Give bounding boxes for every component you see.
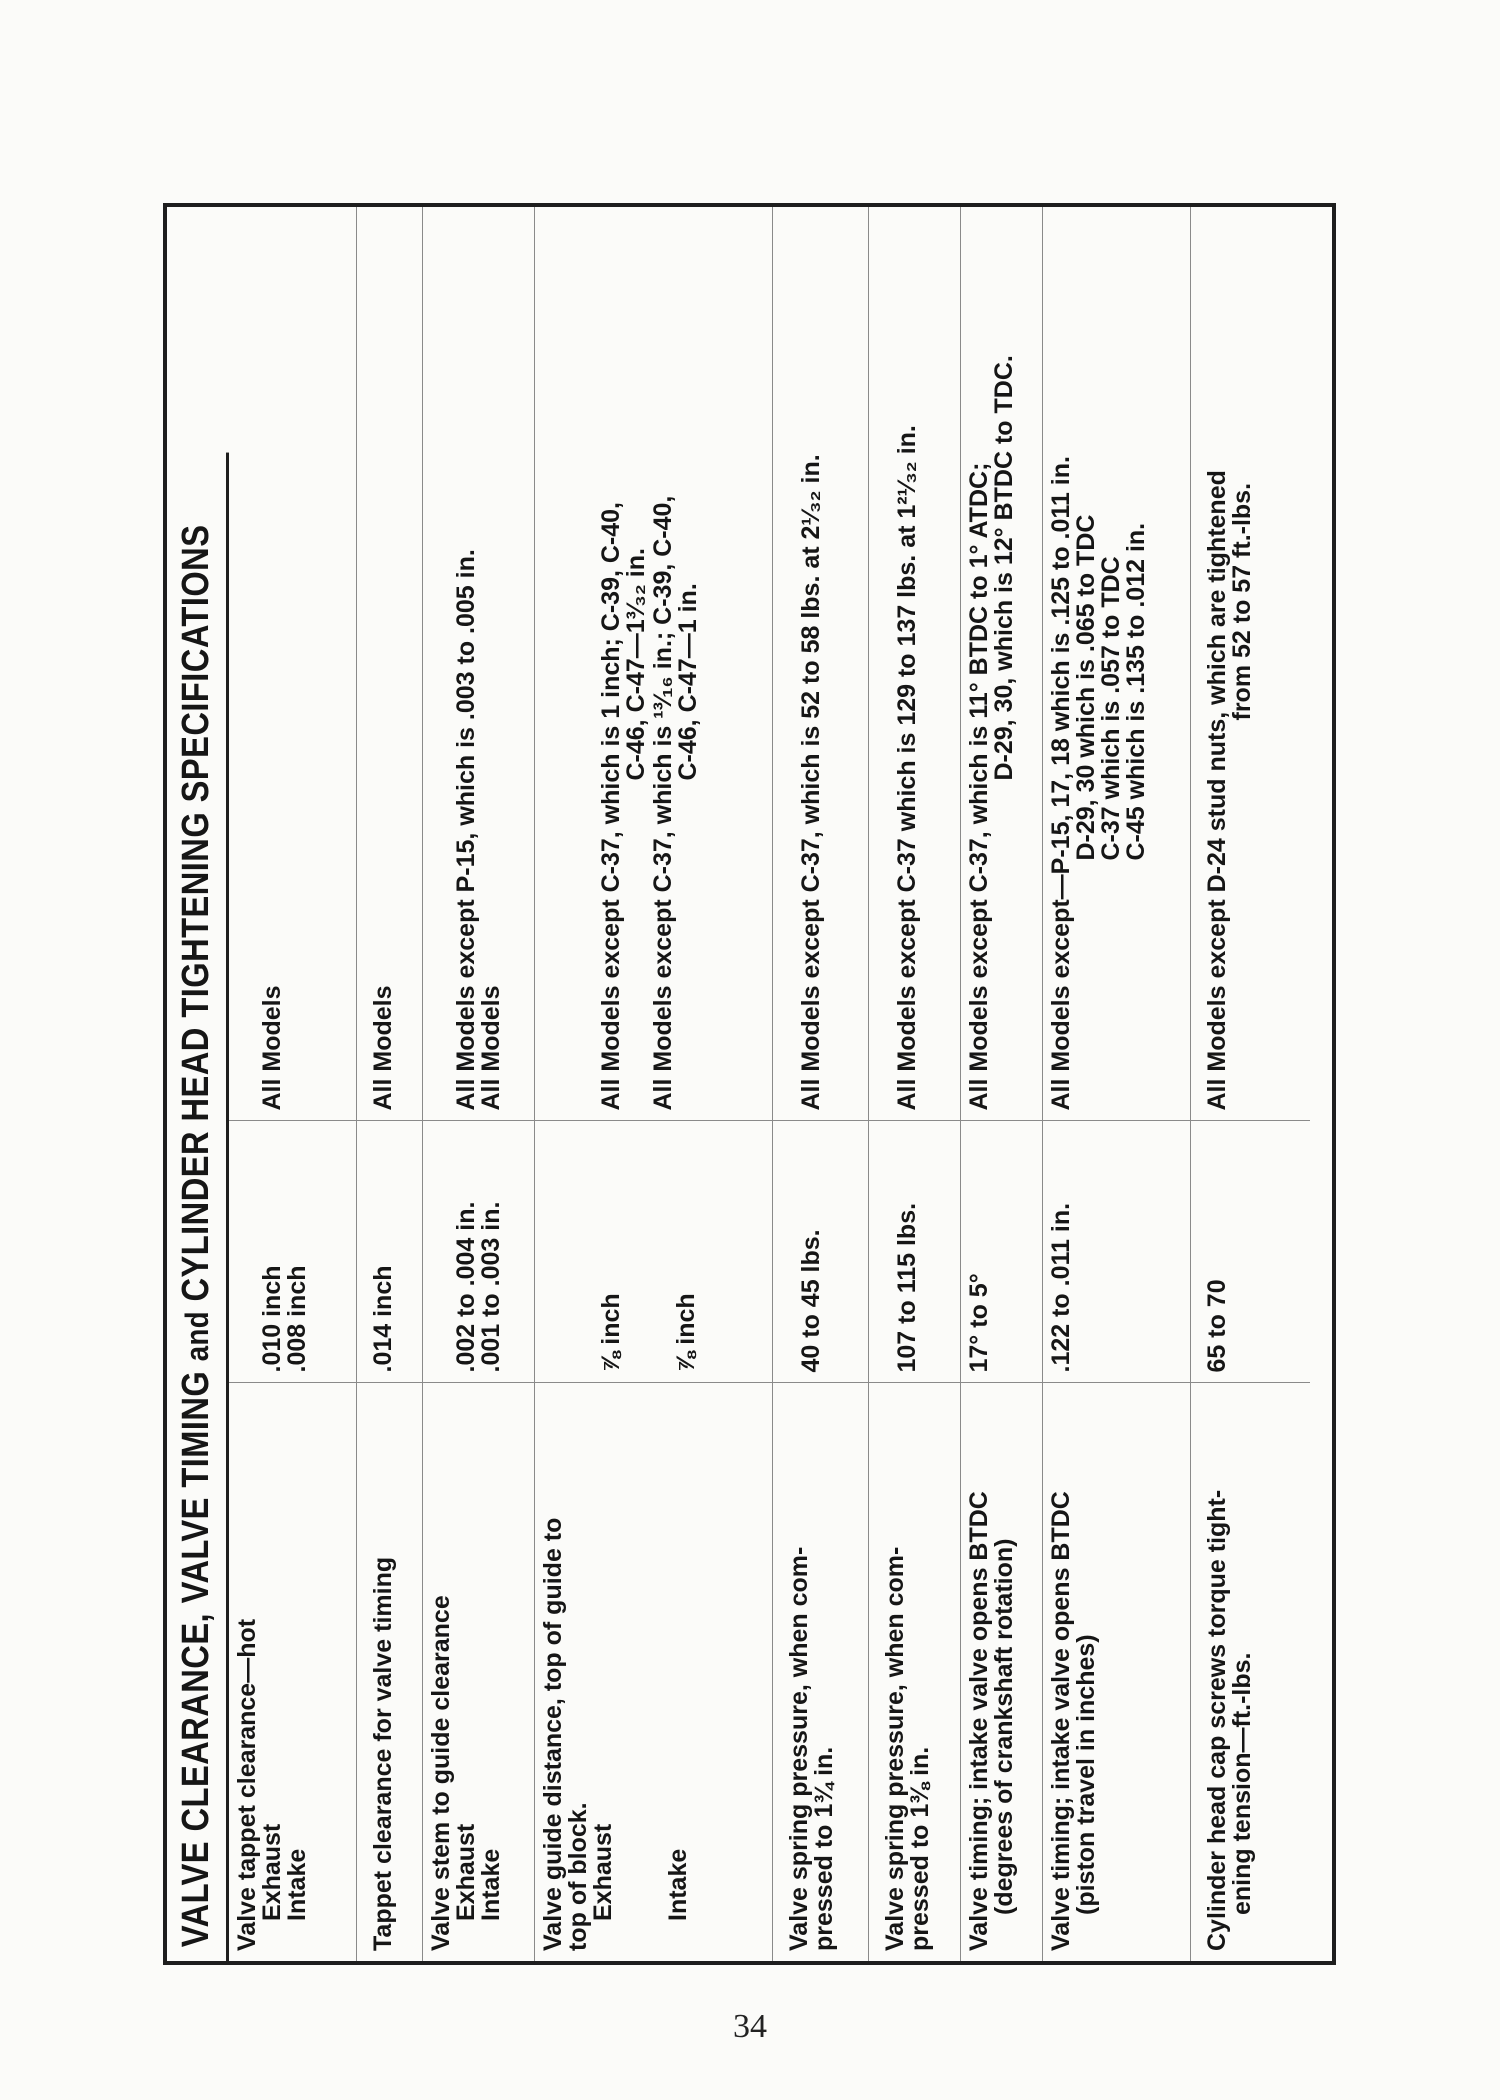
value-line: 40 to 45 lbs. (796, 1229, 825, 1373)
spec-line: pressed to 1¾ in. (809, 1746, 838, 1951)
spec-line: pressed to 1⅜ in. (905, 1746, 934, 1951)
value-line: .010 inch (258, 1265, 286, 1373)
title-part-2: CYLINDER HEAD TIGHTENING SPECIFICATIONS (175, 524, 217, 1302)
value-cell (772, 1121, 868, 1383)
models-cell (1042, 207, 1190, 1121)
value-line: 107 to 115 lbs. (892, 1202, 921, 1373)
spec-line: Valve timing; intake valve opens BTDC (1046, 1491, 1075, 1951)
spec-line: (degrees of crankshaft rotation) (989, 1538, 1018, 1915)
value-cell (356, 1121, 422, 1383)
models-cell (1190, 207, 1310, 1121)
models-line: All Models except C-37, which is 11° BTDC to 1° ATDC; (964, 462, 993, 1111)
spec-line: Intake (476, 1848, 505, 1921)
table-title (167, 453, 229, 1961)
models-line: All Models (368, 985, 397, 1111)
spec-line: Exhaust (451, 1823, 480, 1921)
value-line: .122 to .011 in. (1046, 1202, 1075, 1373)
models-cell (356, 207, 422, 1121)
value-cell (960, 1121, 1042, 1383)
value-cell (534, 1121, 772, 1383)
models-line: D-29, 30, which is 12° BTDC to TDC. (989, 355, 1018, 781)
spec-cell (356, 1383, 422, 1961)
spec-line: Intake (283, 1848, 311, 1921)
spec-line: Valve tappet clearance—hot (233, 1618, 261, 1951)
table-row (1190, 207, 1310, 1961)
spec-cell (1042, 1383, 1190, 1961)
spec-cell (229, 1383, 356, 1961)
models-line: All Models except C-37, which is 1 inch; C-39, C-40, (596, 502, 625, 1111)
models-cell (422, 207, 534, 1121)
spec-line: Valve guide distance, top of guide to (538, 1517, 567, 1951)
value-cell (422, 1121, 534, 1383)
value-line: ⅞ inch (596, 1293, 625, 1373)
models-line: from 52 to 57 ft.-lbs. (1227, 482, 1256, 721)
models-line: C-46, C-47—1 in. (673, 583, 702, 781)
spec-line: Exhaust (588, 1823, 617, 1921)
title-part-1: VALVE CLEARANCE, VALVE TIMING (175, 1370, 217, 1948)
models-line: C-37 which is .057 to TDC (1096, 556, 1125, 861)
spec-line: Tappet clearance for valve timing (368, 1556, 397, 1951)
value-line: .001 to .003 in. (476, 1201, 505, 1373)
models-line: All Models except D-24 stud nuts, which are tightened (1202, 470, 1231, 1111)
models-line: C-46, C-47—1³⁄₃₂ in. (621, 548, 650, 781)
spec-cell (534, 1383, 772, 1961)
table-row (772, 207, 868, 1961)
table-row (960, 207, 1042, 1961)
value-cell (1042, 1121, 1190, 1383)
value-cell (1190, 1121, 1310, 1383)
value-line: .002 to .004 in. (451, 1201, 480, 1373)
spec-cell (868, 1383, 960, 1961)
spec-line: Valve timing; intake valve opens BTDC (964, 1491, 993, 1951)
spec-cell (772, 1383, 868, 1961)
value-line: 17° to 5° (964, 1273, 993, 1373)
spec-line: ening tension—ft.-lbs. (1227, 1652, 1256, 1915)
spec-line: top of block. (563, 1802, 592, 1951)
value-line: ⅞ inch (671, 1293, 700, 1373)
spec-cell (422, 1383, 534, 1961)
page-number: 34 (733, 2008, 767, 2045)
table-row (534, 207, 772, 1961)
spec-line: Valve stem to guide clearance (426, 1595, 455, 1951)
models-line: D-29, 30 which is .065 to TDC (1071, 514, 1100, 861)
models-cell (868, 207, 960, 1121)
models-line: All Models except C-37, which is ¹³⁄₁₆ in.; C-39, C-40, (648, 495, 677, 1111)
rotated-spec-table (167, 207, 1332, 1961)
spec-line: Intake (663, 1848, 692, 1921)
spec-line: Exhaust (258, 1823, 286, 1921)
table-row (229, 207, 356, 1961)
title-and: and (179, 1310, 215, 1362)
table-row (1042, 207, 1190, 1961)
models-line: All Models (258, 985, 286, 1111)
spec-line: (piston travel in inches) (1071, 1634, 1100, 1915)
models-cell (534, 207, 772, 1121)
models-cell (772, 207, 868, 1121)
models-cell (229, 207, 356, 1121)
table-row (868, 207, 960, 1961)
value-cell (868, 1121, 960, 1383)
models-cell (960, 207, 1042, 1121)
models-line: All Models (476, 985, 505, 1111)
models-line: All Models except—P-15, 17, 18 which is .125 to .011 in. (1046, 456, 1075, 1111)
spec-line: Valve spring pressure, when com- (784, 1546, 813, 1951)
table-row (422, 207, 534, 1961)
spec-table-frame (163, 203, 1336, 1965)
spec-line: Cylinder head cap screws torque tight- (1202, 1489, 1231, 1951)
table-row (356, 207, 422, 1961)
spec-cell (960, 1383, 1042, 1961)
models-line: All Models except C-37, which is 52 to 58 lbs. at 2¹⁄₃₂ in. (796, 454, 825, 1111)
spec-cell (1190, 1383, 1310, 1961)
models-line: C-45 which is .135 to .012 in. (1121, 522, 1150, 861)
models-line: All Models except P-15, which is .003 to .005 in. (451, 549, 480, 1111)
models-line: All Models except C-37 which is 129 to 137 lbs. at 1²¹⁄₃₂ in. (892, 425, 921, 1111)
spec-table (229, 207, 1310, 1961)
value-line: .008 inch (283, 1265, 311, 1373)
value-line: .014 inch (368, 1265, 397, 1373)
value-line: 65 to 70 (1202, 1279, 1231, 1373)
spec-line: Valve spring pressure, when com- (880, 1546, 909, 1951)
value-cell (229, 1121, 356, 1383)
